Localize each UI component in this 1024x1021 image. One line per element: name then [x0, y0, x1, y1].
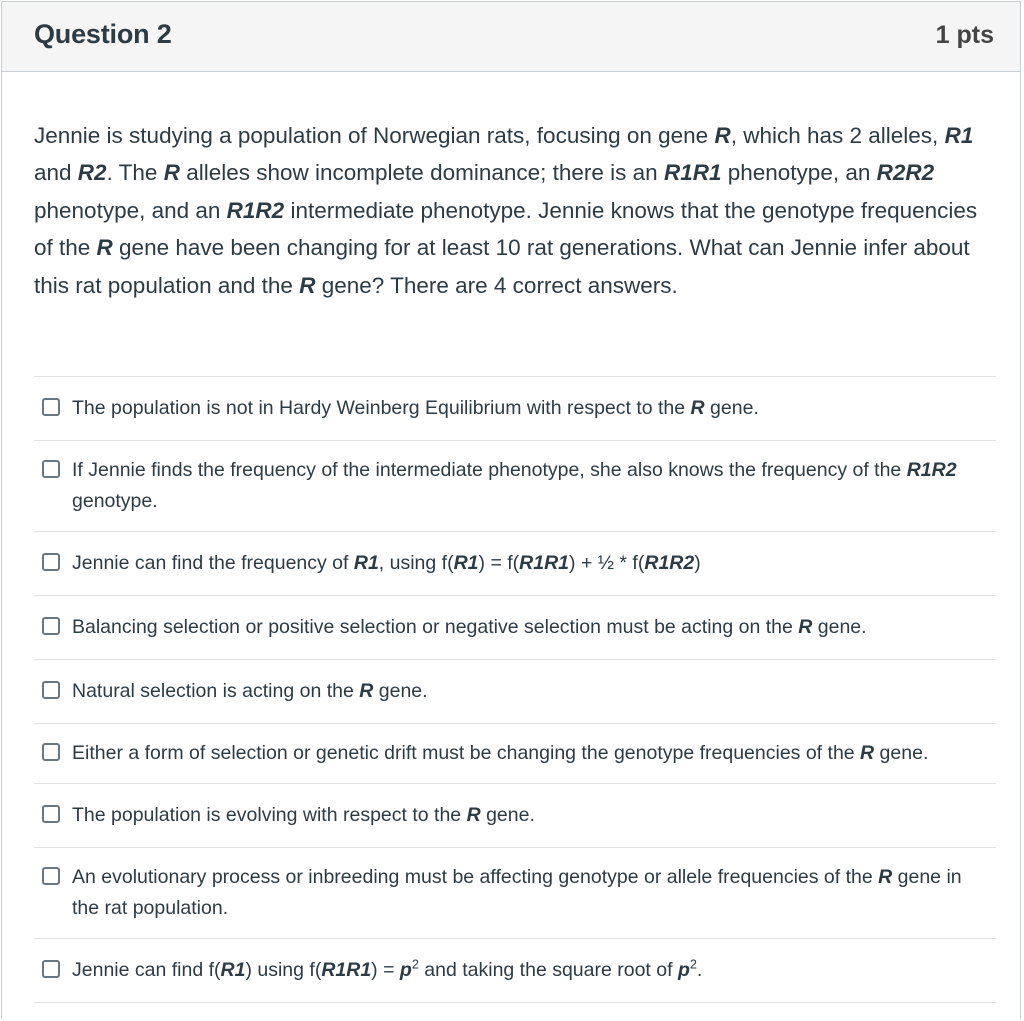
question-title: Question 2 [34, 19, 172, 49]
answer-label: The population is not in Hardy Weinberg Equilibrium with respect to the R gene. [72, 397, 759, 419]
question-card [1, 1, 1021, 1019]
answer-checkbox[interactable] [42, 867, 60, 885]
answer-label: Natural selection is acting on the R gene. [72, 680, 428, 702]
answer-checkbox[interactable] [42, 553, 60, 571]
answer-checkbox[interactable] [42, 805, 60, 823]
question-points: 1 pts [935, 21, 994, 49]
answer-list [34, 376, 996, 1003]
answer-label: An evolutionary process or inbreeding must be affecting genotype or allele frequencies of the R gene in the rat population. [72, 866, 962, 919]
answer-checkbox[interactable] [42, 398, 60, 416]
answer-label: Jennie can find f(R1) using $f(R1R1) = p^2$ and taking the square root of $p^2$. [72, 957, 703, 981]
answer-option[interactable] [34, 377, 996, 441]
answer-option[interactable] [34, 596, 996, 660]
answer-label: Balancing selection or positive selection or negative selection must be acting on the R gene. [72, 616, 867, 638]
answer-checkbox[interactable] [42, 960, 60, 978]
answer-label: Either a form of selection or genetic drift must be changing the genotype frequencies of the R gene. [72, 742, 929, 764]
answer-label: If Jennie finds the frequency of the intermediate phenotype, she also knows the frequency of the R1R2 genotype. [72, 459, 957, 512]
answer-option[interactable] [34, 532, 996, 596]
answer-option[interactable] [34, 660, 996, 724]
answer-checkbox[interactable] [42, 681, 60, 699]
answer-option[interactable] [34, 939, 996, 1003]
answer-checkbox[interactable] [42, 617, 60, 635]
question-stem: Jennie is studying a population of Norwegian rats, focusing on gene R, which has 2 alleles, R1 and R2. The R alleles show incomplete dominance; there is an R1R1 phenotype, an R2R2 phenotype, and an R1R2 intermediate phenotype. Jennie knows that the genotype frequencies of the R gene have been changing for at least 10 rat generations. What can Jennie infer about this rat population and the R gene? There are 4 correct answers. [34, 123, 978, 298]
answer-option[interactable] [34, 441, 996, 532]
answer-label: The population is evolving with respect to the R gene. [72, 804, 535, 826]
question-header [2, 2, 1020, 72]
answer-option[interactable] [34, 784, 996, 848]
answer-label: Jennie can find the frequency of R1, using f(R1) = f(R1R1) + ½ * f(R1R2) [72, 552, 701, 574]
answer-checkbox[interactable] [42, 743, 60, 761]
answer-option[interactable] [34, 724, 996, 784]
answer-option[interactable] [34, 848, 996, 939]
answer-checkbox[interactable] [42, 460, 60, 478]
